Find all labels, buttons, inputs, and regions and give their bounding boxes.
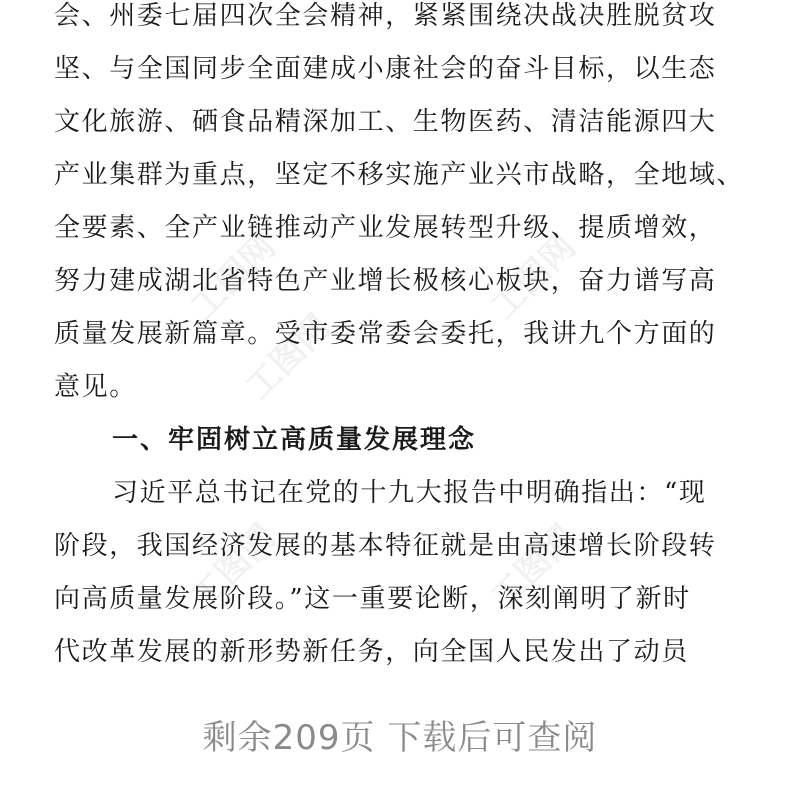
paragraph-line: 会、州委七届四次全会精神，紧紧围绕决战决胜脱贫攻 [54, 1, 717, 31]
paragraph-line: 努力建成湖北省特色产业增长极核心板块，奋力谱写高 [54, 266, 717, 296]
watermark: 工图网 [238, 306, 339, 408]
paragraph-line: 全要素、全产业链推动产业发展转型升级、提质增效， [54, 213, 717, 243]
paragraph-line: 坚、与全国同步全面建成小康社会的奋斗目标，以生态 [54, 54, 717, 84]
paragraph-line: 文化旅游、硒食品精深加工、生物医药、清洁能源四大 [54, 107, 717, 137]
paragraph-line: 阶段，我国经济发展的基本特征就是由高速增长阶段转 [54, 531, 717, 561]
watermark: 工图网 [183, 226, 284, 328]
remaining-pages-notice[interactable]: 剩余209页 下载后可查阅 [202, 718, 598, 758]
paragraph-line: 意见。 [54, 372, 137, 402]
paragraph-line: 代改革发展的新形势新任务，向全国人民发出了动员 [54, 637, 689, 667]
watermark: 工图网 [483, 226, 584, 328]
paragraph-line: 产业集群为重点，坚定不移实施产业兴市战略，全地域、 [54, 160, 745, 190]
watermark: 工图网 [483, 516, 584, 618]
paragraph-line: 质量发展新篇章。受市委常委会委托，我讲九个方面的 [54, 319, 717, 349]
section-heading: 一、牢固树立高质量发展理念 [112, 425, 477, 455]
watermark: 工图网 [183, 516, 284, 618]
paragraph-line: 习近平总书记在党的十九大报告中明确指出：“现 [112, 478, 707, 508]
paragraph-line: 向高质量发展阶段。”这一重要论断，深刻阐明了新时 [54, 584, 691, 614]
